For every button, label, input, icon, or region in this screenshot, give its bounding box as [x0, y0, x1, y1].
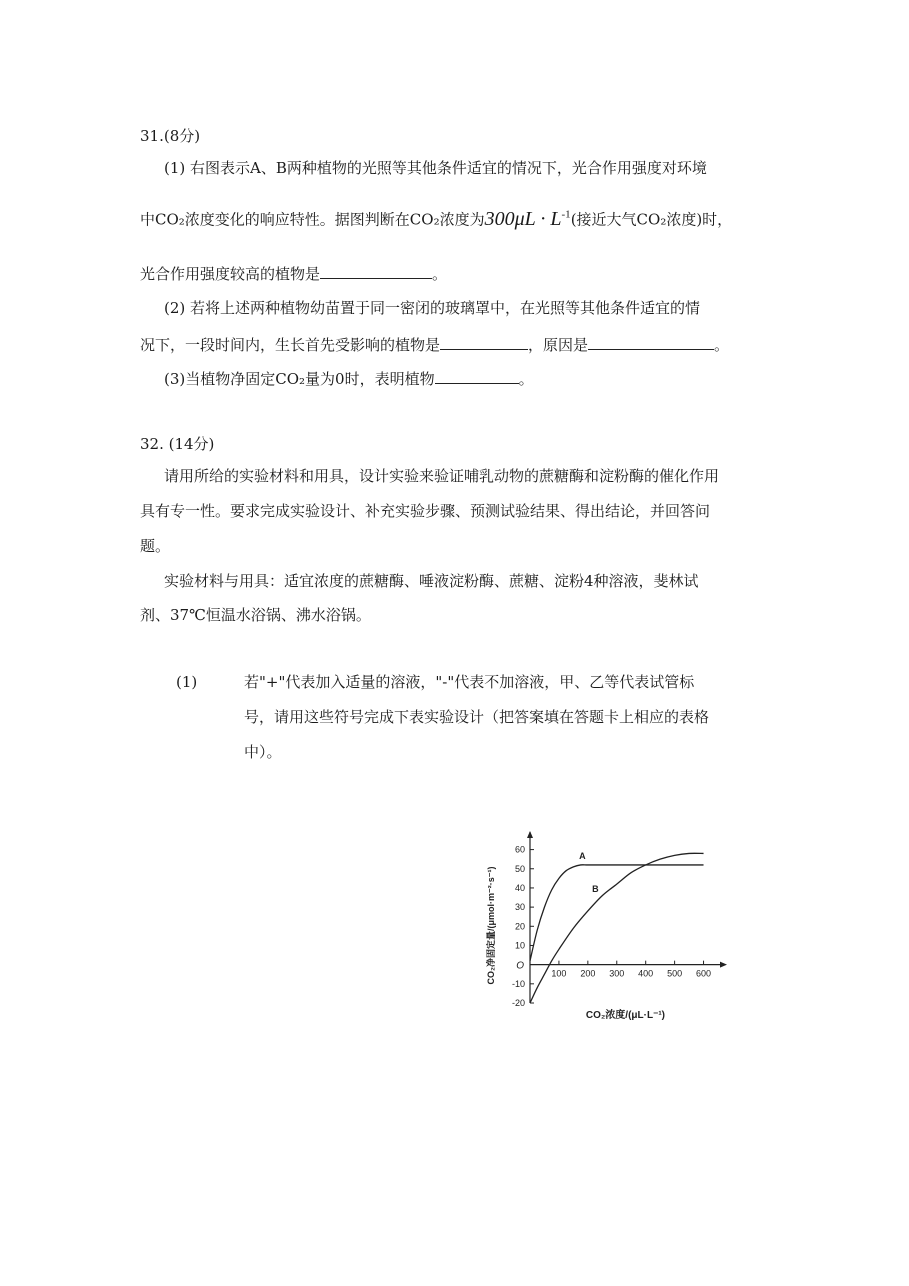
y-axis-arrow: [527, 831, 533, 838]
x-tick-label: 200: [580, 968, 596, 979]
co2-concentration-formula: [485, 208, 571, 230]
math-dot: ·: [540, 207, 546, 230]
x-tick-label: 500: [667, 968, 683, 979]
q31-header: 31.(8分): [140, 127, 201, 145]
q31-p3-pre: (3)当植物净固定CO₂量为0时，表明植物: [164, 370, 435, 388]
q31-p3-post: 。: [518, 370, 534, 388]
chart-series: [530, 853, 704, 1003]
x-tick-label: 300: [609, 968, 625, 979]
q31-p1-line3: [140, 262, 447, 284]
q32-item1-line1: 若"+"代表加入适量的溶液，"-"代表不加溶液，甲、乙等代表试管标: [244, 673, 695, 691]
q31-p1-line2-post: (接近大气CO₂浓度)时，: [570, 210, 733, 229]
math-unit: L: [550, 207, 562, 230]
q32-materials-line2: 剂、37℃恒温水浴锅、沸水浴锅。: [140, 606, 371, 624]
q32-header: 32. (14分): [140, 435, 215, 453]
y-axis-label: CO₂净固定量/(μmol·m⁻²·s⁻¹): [486, 866, 496, 985]
q31-p2-line2-post: 。: [714, 336, 730, 354]
q32-item1-line2: 号，请用这些符号完成下表实验设计（把答案填在答题卡上相应的表格: [244, 708, 710, 726]
math-exponent: -1: [561, 208, 571, 220]
chart-ticks: [512, 845, 711, 1008]
origin-label: O: [516, 960, 524, 972]
q32-item1-number: (1): [176, 673, 198, 691]
q31-p2-line2-mid: ，原因是: [528, 336, 589, 354]
y-tick-label: -10: [511, 978, 525, 989]
q32-intro-line3: 题。: [140, 537, 171, 555]
y-tick-label: 60: [514, 844, 525, 855]
q31-p1-line1: (1) 右图表示A、B两种植物的光照等其他条件适宜的情况下，光合作用强度对环境: [164, 159, 707, 177]
q31-p1-line2: [140, 204, 732, 230]
q32-intro-line1: 请用所给的实验材料和用具，设计实验来验证哺乳动物的蔗糖酶和淀粉酶的催化作用: [164, 467, 720, 485]
x-axis-arrow: [720, 962, 727, 968]
photosynthesis-co2-chart: [480, 828, 740, 1028]
x-tick-label: 100: [551, 968, 567, 979]
q31-p2-line1: (2) 若将上述两种植物幼苗置于同一密闭的玻璃罩中，在光照等其他条件适宜的情: [164, 299, 701, 317]
series-label-b: B: [592, 883, 599, 894]
q32-item1-line3: 中）。: [244, 743, 282, 761]
answer-blank-3[interactable]: [588, 333, 714, 350]
chart-labels: [485, 851, 665, 1021]
series-line-b: [530, 853, 704, 1003]
answer-blank-2[interactable]: [440, 333, 528, 350]
q31-p3: [164, 367, 534, 389]
y-tick-label: 50: [514, 863, 525, 874]
answer-blank-4[interactable]: [435, 367, 519, 384]
answer-blank-1[interactable]: [320, 262, 432, 279]
q31-p2-line2-pre: 况下，一段时间内，生长首先受影响的植物是: [140, 336, 441, 354]
math-value: 300μL: [484, 207, 536, 230]
y-tick-label: -20: [511, 998, 525, 1008]
x-tick-label: 400: [638, 968, 654, 979]
y-tick-label: 10: [514, 940, 525, 951]
q32-intro-line2: 具有专一性。要求完成实验设计、补充实验步骤、预测试验结果、得出结论，并回答问: [140, 502, 711, 520]
x-tick-label: 600: [696, 968, 712, 979]
q31-p1-line3-pre: 光合作用强度较高的植物是: [140, 265, 321, 283]
y-tick-label: 30: [514, 902, 525, 913]
series-label-a: A: [579, 851, 586, 862]
q31-p2-line2: [140, 333, 729, 355]
q32-materials-line1: 实验材料与用具：适宜浓度的蔗糖酶、唾液淀粉酶、蔗糖、淀粉4种溶液，斐林试: [164, 572, 699, 590]
x-axis-label: CO₂浓度/(μL·L⁻¹): [585, 1010, 666, 1021]
q31-p1-line2-pre: 中CO₂浓度变化的响应特性。据图判断在CO₂浓度为: [140, 210, 485, 229]
y-tick-label: 20: [514, 921, 525, 932]
q31-p1-line3-post: 。: [432, 265, 448, 283]
series-line-a: [530, 865, 704, 961]
y-tick-label: 40: [514, 882, 525, 893]
